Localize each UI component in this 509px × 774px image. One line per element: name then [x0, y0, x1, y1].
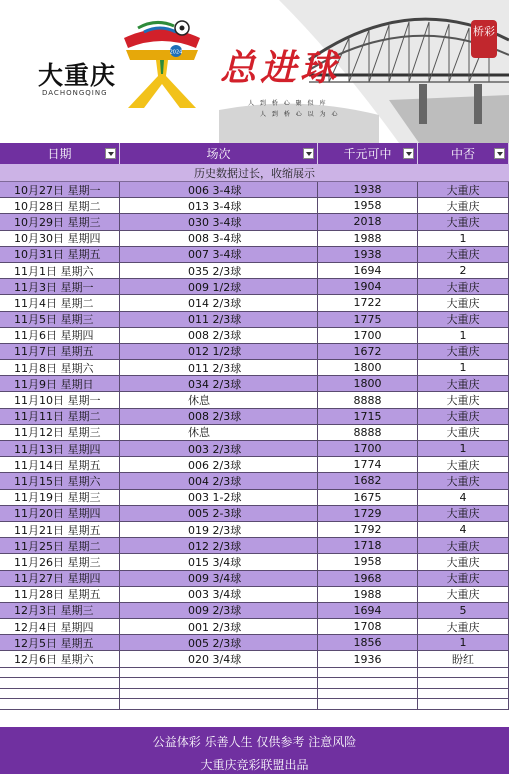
cell-hit: 大重庆 [418, 198, 509, 213]
results-table [0, 143, 509, 710]
cell-match: 014 2/3球 [120, 295, 318, 310]
empty-cell [0, 668, 120, 678]
cell-amount: 1729 [318, 506, 418, 521]
empty-cell [318, 668, 418, 678]
cell-match: 012 1/2球 [120, 344, 318, 359]
cell-hit: 大重庆 [418, 619, 509, 634]
cell-hit: 大重庆 [418, 312, 509, 327]
header-match-label: 场次 [206, 147, 231, 161]
cell-match: 003 3/4球 [120, 587, 318, 602]
cell-hit: 大重庆 [418, 279, 509, 294]
cell-match: 008 2/3球 [120, 328, 318, 343]
cell-hit: 大重庆 [418, 554, 509, 569]
cell-date: 11月15日 星期六 [0, 473, 120, 488]
cell-amount: 1988 [318, 587, 418, 602]
cell-hit: 大重庆 [418, 214, 509, 229]
cell-hit: 大重庆 [418, 473, 509, 488]
empty-cell [318, 699, 418, 709]
table-row [0, 360, 509, 376]
cell-match: 012 2/3球 [120, 538, 318, 553]
table-row [0, 619, 509, 635]
cell-date: 11月14日 星期五 [0, 457, 120, 472]
table-row [0, 571, 509, 587]
cell-date: 12月5日 星期五 [0, 635, 120, 650]
cell-date: 11月25日 星期二 [0, 538, 120, 553]
cell-amount: 2018 [318, 214, 418, 229]
cell-match: 休息 [120, 392, 318, 407]
banner [0, 0, 509, 143]
table-row [0, 263, 509, 279]
table-row [0, 441, 509, 457]
cell-match: 030 3-4球 [120, 214, 318, 229]
cell-date: 10月27日 星期一 [0, 182, 120, 197]
empty-cell [0, 699, 120, 709]
cell-hit: 盼红 [418, 651, 509, 666]
cell-date: 10月28日 星期二 [0, 198, 120, 213]
table-header [0, 143, 509, 164]
cell-date: 11月8日 星期六 [0, 360, 120, 375]
cell-match: 008 3-4球 [120, 231, 318, 246]
cell-date: 11月13日 星期四 [0, 441, 120, 456]
cell-date: 11月6日 星期四 [0, 328, 120, 343]
brand-subtitle: DACHONGQING [42, 89, 108, 97]
cell-date: 11月26日 星期三 [0, 554, 120, 569]
empty-cell [418, 689, 509, 699]
cell-amount: 1718 [318, 538, 418, 553]
empty-cell [418, 699, 509, 709]
cell-hit: 大重庆 [418, 247, 509, 262]
cell-match: 009 3/4球 [120, 571, 318, 586]
cell-date: 11月3日 星期一 [0, 279, 120, 294]
filter-dropdown-icon[interactable] [494, 148, 505, 159]
cell-hit: 1 [418, 360, 509, 375]
slogan-line-1: 人 到 桥 心 聚 似 库 [248, 100, 328, 107]
empty-cell [120, 678, 318, 688]
cell-amount: 1708 [318, 619, 418, 634]
cell-amount: 1722 [318, 295, 418, 310]
cell-hit: 5 [418, 603, 509, 618]
empty-cell [418, 678, 509, 688]
cell-hit: 1 [418, 441, 509, 456]
cell-date: 11月4日 星期二 [0, 295, 120, 310]
table-row [0, 376, 509, 392]
table-row [0, 328, 509, 344]
cell-amount: 1694 [318, 263, 418, 278]
cell-date: 12月3日 星期三 [0, 603, 120, 618]
cell-hit: 1 [418, 231, 509, 246]
page-title: 总进球 [220, 47, 341, 89]
cell-match: 001 2/3球 [120, 619, 318, 634]
table-row [0, 538, 509, 554]
cell-match: 009 2/3球 [120, 603, 318, 618]
cell-amount: 1694 [318, 603, 418, 618]
header-hit-label: 中否 [450, 147, 475, 161]
table-row [0, 344, 509, 360]
cell-date: 11月21日 星期五 [0, 522, 120, 537]
empty-row [0, 689, 509, 700]
cell-match: 006 3-4球 [120, 182, 318, 197]
cell-amount: 1958 [318, 554, 418, 569]
empty-cell [120, 668, 318, 678]
table-row [0, 457, 509, 473]
cell-hit: 1 [418, 328, 509, 343]
table-row [0, 295, 509, 311]
table-row [0, 409, 509, 425]
cell-match: 005 2/3球 [120, 635, 318, 650]
table-row [0, 490, 509, 506]
cell-hit: 大重庆 [418, 457, 509, 472]
cell-amount: 8888 [318, 392, 418, 407]
cell-amount: 1774 [318, 457, 418, 472]
empty-cell [120, 689, 318, 699]
footer [0, 727, 509, 774]
table-row [0, 392, 509, 408]
table-row [0, 231, 509, 247]
cell-match: 007 3-4球 [120, 247, 318, 262]
cell-match: 019 2/3球 [120, 522, 318, 537]
cell-match: 004 2/3球 [120, 473, 318, 488]
cell-match: 015 3/4球 [120, 554, 318, 569]
cell-hit: 大重庆 [418, 571, 509, 586]
header-hit [418, 143, 509, 164]
cell-amount: 1715 [318, 409, 418, 424]
filter-dropdown-icon[interactable] [303, 148, 314, 159]
cell-hit: 大重庆 [418, 182, 509, 197]
table-row [0, 312, 509, 328]
cell-amount: 1800 [318, 376, 418, 391]
cell-match: 013 3-4球 [120, 198, 318, 213]
cell-amount: 1968 [318, 571, 418, 586]
cell-hit: 大重庆 [418, 587, 509, 602]
cell-date: 11月11日 星期二 [0, 409, 120, 424]
cell-amount: 1904 [318, 279, 418, 294]
cell-amount: 8888 [318, 425, 418, 440]
cell-hit: 大重庆 [418, 506, 509, 521]
table-row [0, 247, 509, 263]
cell-hit: 大重庆 [418, 425, 509, 440]
filter-dropdown-icon[interactable] [105, 148, 116, 159]
cell-amount: 1792 [318, 522, 418, 537]
cell-amount: 1856 [318, 635, 418, 650]
seal-stamp: 桥彩 [471, 20, 497, 58]
cell-date: 11月9日 星期日 [0, 376, 120, 391]
cell-hit: 4 [418, 522, 509, 537]
header-match [120, 143, 318, 164]
cell-amount: 1800 [318, 360, 418, 375]
cell-amount: 1775 [318, 312, 418, 327]
footer-credit: 大重庆竞彩联盟出品 [200, 758, 309, 772]
header-date [0, 143, 120, 164]
cell-date: 11月5日 星期三 [0, 312, 120, 327]
brand-logo-text: 大重庆 [38, 61, 117, 90]
cell-match: 035 2/3球 [120, 263, 318, 278]
table-row [0, 425, 509, 441]
emblem-badge: 2024 [169, 49, 183, 56]
cell-match: 009 1/2球 [120, 279, 318, 294]
cell-match: 020 3/4球 [120, 651, 318, 666]
header-amount [318, 143, 418, 164]
cell-date: 10月29日 星期三 [0, 214, 120, 229]
table-row [0, 603, 509, 619]
cell-date: 11月28日 星期五 [0, 587, 120, 602]
cell-date: 10月30日 星期四 [0, 231, 120, 246]
table-row [0, 587, 509, 603]
cell-match: 003 2/3球 [120, 441, 318, 456]
table-row [0, 198, 509, 214]
cell-date: 11月10日 星期一 [0, 392, 120, 407]
table-row [0, 522, 509, 538]
cell-amount: 1700 [318, 328, 418, 343]
cell-amount: 1700 [318, 441, 418, 456]
empty-cell [120, 699, 318, 709]
cell-hit: 大重庆 [418, 392, 509, 407]
cell-date: 11月27日 星期四 [0, 571, 120, 586]
table-row [0, 279, 509, 295]
cell-match: 005 2-3球 [120, 506, 318, 521]
empty-cell [0, 678, 120, 688]
cell-amount: 1672 [318, 344, 418, 359]
cell-match: 006 2/3球 [120, 457, 318, 472]
empty-row [0, 699, 509, 710]
cell-date: 10月31日 星期五 [0, 247, 120, 262]
empty-rows [0, 668, 509, 710]
cell-amount: 1938 [318, 182, 418, 197]
cell-amount: 1988 [318, 231, 418, 246]
table-row [0, 473, 509, 489]
cell-hit: 大重庆 [418, 295, 509, 310]
cell-date: 11月1日 星期六 [0, 263, 120, 278]
cell-match: 011 2/3球 [120, 360, 318, 375]
cell-amount: 1682 [318, 473, 418, 488]
header-amount-label: 千元可中 [343, 147, 392, 161]
empty-cell [418, 668, 509, 678]
filter-dropdown-icon[interactable] [403, 148, 414, 159]
table-row [0, 182, 509, 198]
cell-match: 008 2/3球 [120, 409, 318, 424]
empty-cell [318, 689, 418, 699]
collapsed-history-note: 历史数据过长，收缩展示 [0, 164, 509, 182]
cell-hit: 大重庆 [418, 538, 509, 553]
cell-match: 休息 [120, 425, 318, 440]
cell-hit: 大重庆 [418, 344, 509, 359]
empty-row [0, 678, 509, 689]
table-row [0, 214, 509, 230]
cell-amount: 1958 [318, 198, 418, 213]
cell-match: 034 2/3球 [120, 376, 318, 391]
cell-amount: 1936 [318, 651, 418, 666]
cell-match: 003 1-2球 [120, 490, 318, 505]
table-row [0, 554, 509, 570]
table-row [0, 635, 509, 651]
table-body [0, 182, 509, 668]
cell-date: 11月20日 星期四 [0, 506, 120, 521]
cell-date: 11月12日 星期三 [0, 425, 120, 440]
empty-cell [318, 678, 418, 688]
cell-date: 12月6日 星期六 [0, 651, 120, 666]
cell-hit: 4 [418, 490, 509, 505]
empty-cell [0, 689, 120, 699]
cell-amount: 1675 [318, 490, 418, 505]
cell-hit: 1 [418, 635, 509, 650]
cell-hit: 2 [418, 263, 509, 278]
cell-date: 11月7日 星期五 [0, 344, 120, 359]
cell-amount: 1938 [318, 247, 418, 262]
cell-match: 011 2/3球 [120, 312, 318, 327]
footer-disclaimer: 公益体彩 乐善人生 仅供参考 注意风险 [152, 735, 357, 749]
brand-emblem-icon [116, 18, 208, 110]
table-row [0, 506, 509, 522]
cell-hit: 大重庆 [418, 409, 509, 424]
cell-date: 11月19日 星期三 [0, 490, 120, 505]
slogan-line-2: 人 到 桥 心 以 为 心 [260, 111, 340, 118]
header-date-label: 日期 [47, 147, 72, 161]
cell-date: 12月4日 星期四 [0, 619, 120, 634]
cell-hit: 大重庆 [418, 376, 509, 391]
table-row [0, 651, 509, 667]
empty-row [0, 668, 509, 679]
